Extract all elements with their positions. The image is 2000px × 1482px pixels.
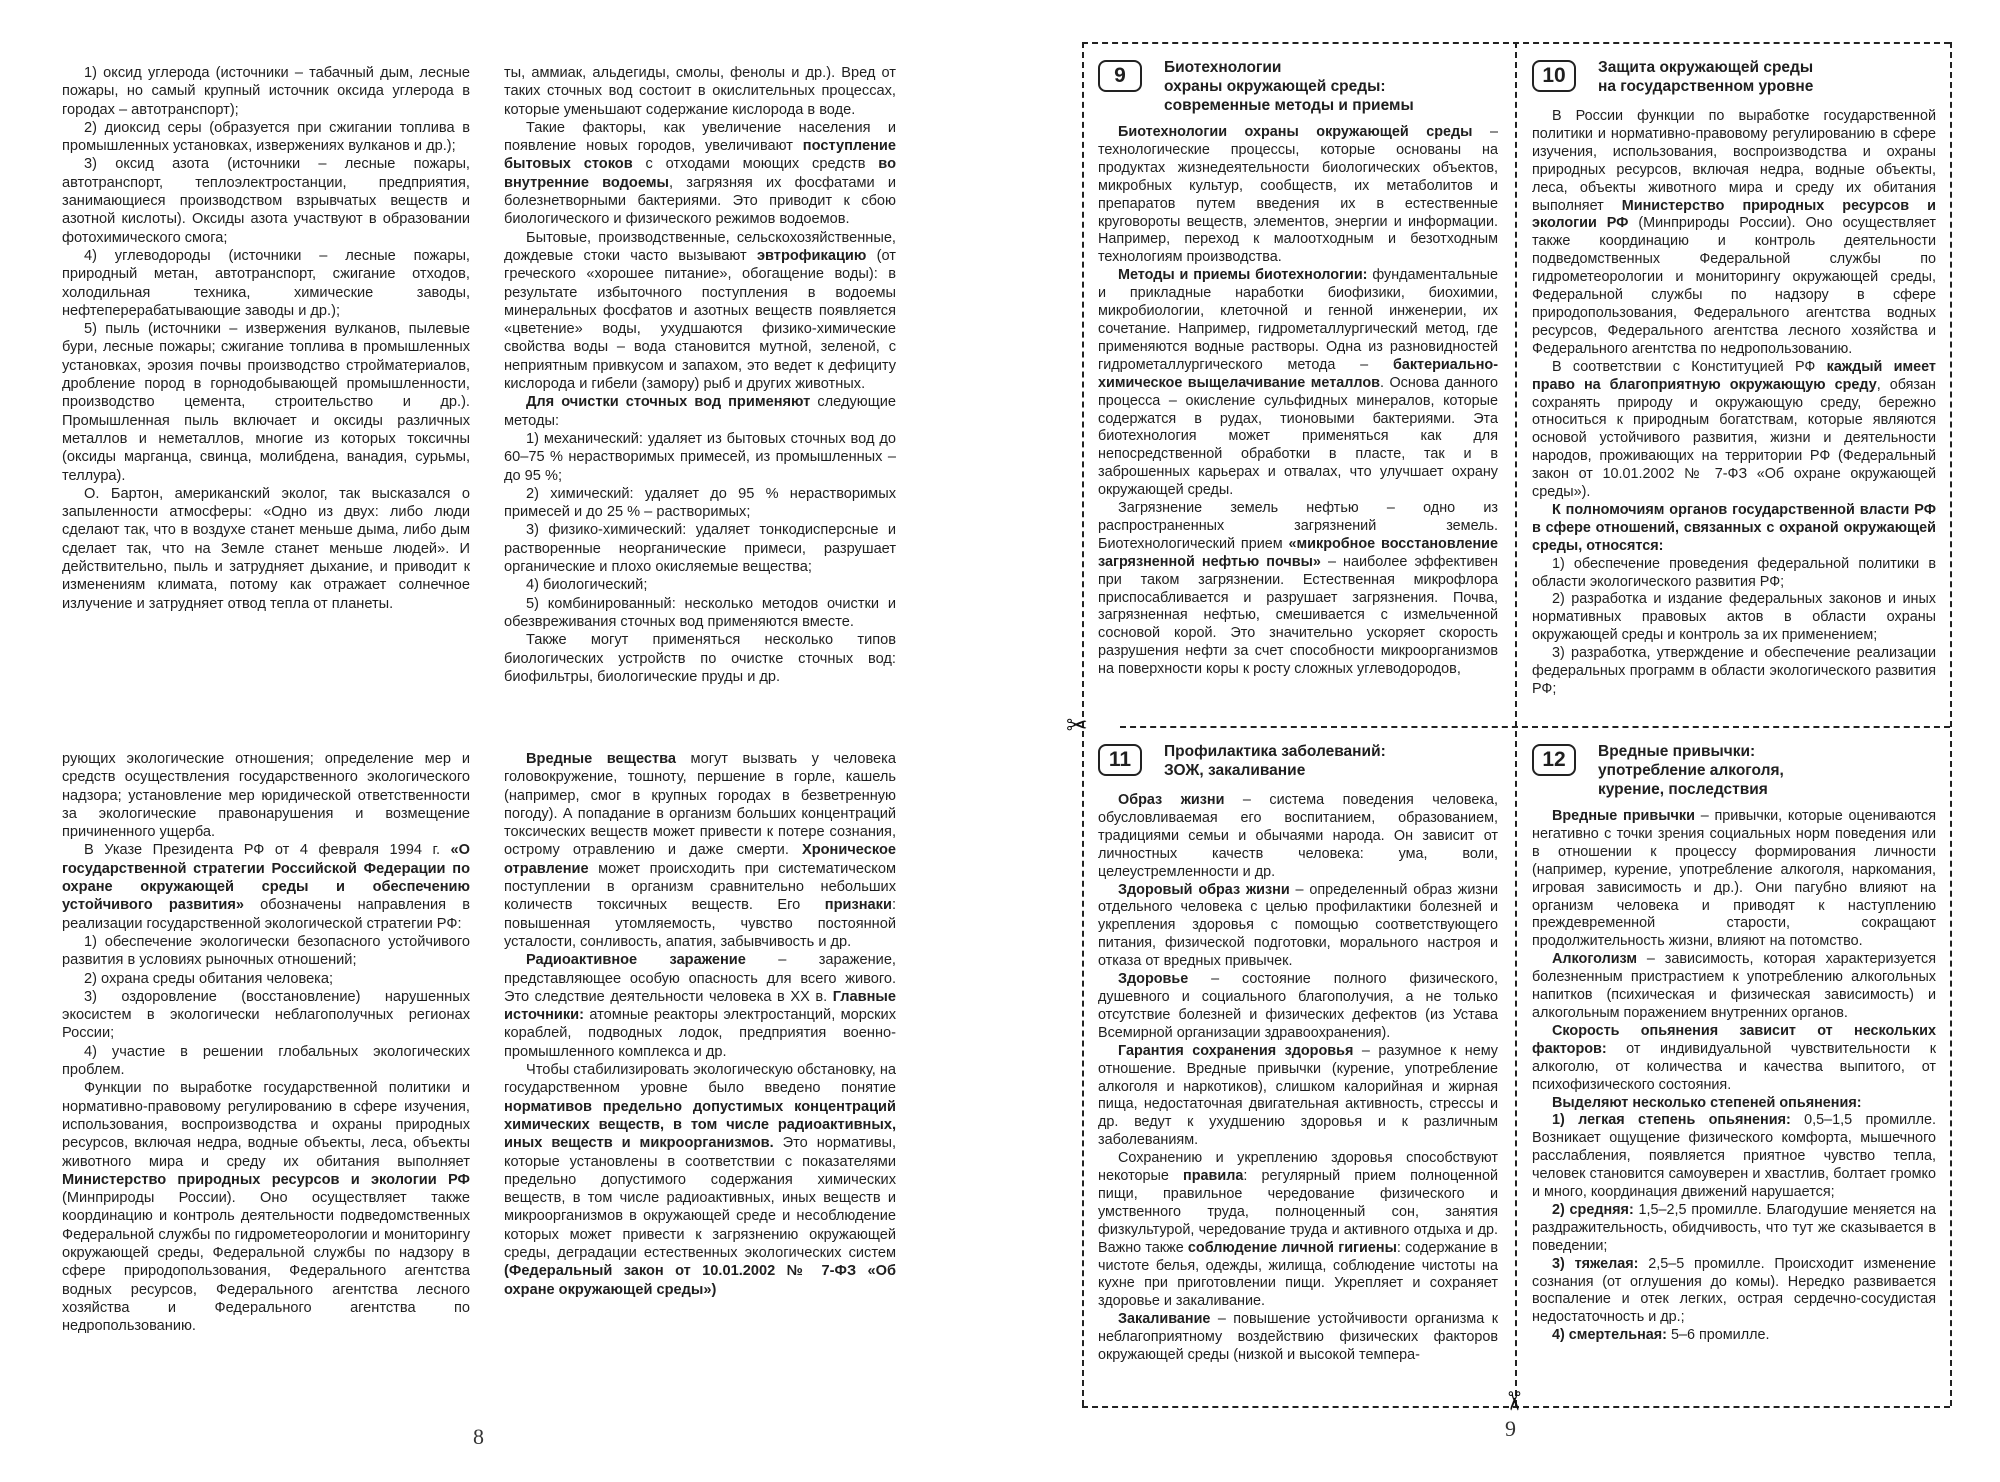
paragraph: В России функции по выработке государственной политики и нормативно-правовому регулированию в сфере изучения, использования, воспроизводства и охраны природных ресурсов, включая недра, водные объекты, леса, объекты животного мира и среду их обитания выполняет Министерство природных ресурсов и экологии РФ (Минприроды России). Оно осуществляет также координацию и контроль деятельности подведомственных Федеральной службы по гидрометеорологии и мониторингу окружающей среды, Федеральной службы по надзору в сфере природопользования, Федерального агентства водных ресурсов, Федерального агентства лесного хозяйства и Федерального агентства по недропользованию.: [1532, 108, 1936, 357]
card-title-line: Защита окружающей среды: [1598, 59, 1814, 76]
card-12: [1532, 742, 1936, 1392]
card-body: [1098, 792, 1498, 1365]
cut-line-right: [1950, 42, 1952, 1406]
paragraph: 1) механический: удаляет из бытовых сточных вод до 60–75 % нерастворимых примесей, из промышленных – до 95 %;: [504, 430, 896, 484]
scissors-icon: ✂: [1066, 710, 1088, 740]
paragraph: 4) участие в решении глобальных экологических проблем.: [62, 1043, 470, 1079]
paragraph: 4) углеводороды (источники – лесные пожары, природный метан, автотранспорт, сжигание отходов, холодильная техника, химические заводы, нефтеперерабатывающие заводы и др.);: [62, 247, 470, 319]
card-title-line: охраны окружающей среды:: [1164, 78, 1386, 95]
card-title-line: Профилактика заболеваний:: [1164, 743, 1386, 760]
paragraph: 2) средняя: 1,5–2,5 промилле. Благодушие меняется на раздражительность, обидчивость, что тут же сказывается в поведении;: [1532, 1201, 1936, 1254]
paragraph: Гарантия сохранения здоровья – разумное к нему отношение. Вредные привычки (курение, употребление алкоголя и наркотиков), слишком калорийная и жирная пища, недостаточная двигательная активность, стрессы и др. ведут к ухудшению здоровья и к различным заболеваниям.: [1098, 1042, 1498, 1149]
paragraph: О. Бартон, американский эколог, так высказался о запыленности атмосферы: «Одно из двух: либо люди сделают так, что в воздухе станет меньше дыма, либо дым сделает так, что на Земле станет меньше людей». И действительно, пыль и затрудняет дыхание, и приводит к изменениям климата, потому как отражает солнечное излучение и затрудняет отвод тепла от планеты.: [62, 485, 470, 612]
card-title-line: Биотехнологии: [1164, 59, 1282, 76]
paragraph: 3) оздоровление (восстановление) нарушенных экосистем в экологически неблагополучных регионах России;: [62, 988, 470, 1042]
card-title-line: на государственном уровне: [1598, 78, 1814, 95]
paragraph: Закаливание – повышение устойчивости организма к неблагоприятному воздействию физических факторов окружающей среды (низкой и высокой темпера-: [1098, 1311, 1498, 1364]
paragraph: Алкоголизм – зависимость, которая характеризуется болезненным пристрастием к употреблению алкогольных напитков (психическая и физическая зависимость) и алкогольным поражением внутренних органов.: [1532, 951, 1936, 1021]
cut-line-center: [1515, 42, 1517, 1406]
paragraph: Методы и приемы биотехнологии: фундаментальные и прикладные наработки биофизики, биохимии, микробиологии, клеточной и генной инженерии, их сочетание. Например, гидрометаллургический метод, где применяются водные растворы. Одна из разновидностей гидрометаллургического метода – бактериально-химическое выщелачивание металлов. Основа данного процесса – окисление сульфидных минералов, которые содержатся в рудах, тионовыми бактериями. Эта биотехнология может применяться как для непосредственной обработки в пласте, так и в заброшенных карьерах и отвалах, что улучшает охрану окружающей среды.: [1098, 267, 1498, 499]
paragraph: 2) диоксид серы (образуется при сжигании топлива в промышленных установках, извержениях вулканов и др.);: [62, 119, 470, 155]
paragraph: Здоровый образ жизни – определенный образ жизни отдельного человека с целью профилактики болезней и укрепления здоровья с помощью соответствующего питания, физической подготовки, морального настроя и отказа от вредных привычек.: [1098, 881, 1498, 970]
paragraph: Функции по выработке государственной политики и нормативно-правовому регулированию в сфере изучения, использования, воспроизводства и охраны природных ресурсов, включая недра, водные объекты, леса, объекты животного мира и среду их обитания выполняет Министерство природных ресурсов и экологии РФ (Минприроды России). Оно осуществляет также координацию и контроль деятельности подведомственных Федеральной службы по гидрометеорологии и мониторингу окружающей среды, Федеральной службы по надзору в сфере природопользования, Федерального агентства водных ресурсов, Федерального агентства лесного хозяйства и Федерального агентства по недропользованию.: [62, 1080, 470, 1335]
card-number-badge: 9: [1098, 60, 1142, 92]
text-column-3: [62, 750, 470, 1350]
paragraph: 3) физико-химический: удаляет тонкодисперсные и растворенные неорганические примеси, разрушает органические и плохо окисляемые вещества;: [504, 522, 896, 576]
text-column-2: [504, 64, 896, 704]
page-number-left: 8: [473, 1424, 484, 1449]
paragraph: Выделяют несколько степеней опьянения:: [1552, 1094, 1862, 1111]
paragraph: Для очистки сточных вод применяют следующие методы:: [504, 394, 896, 429]
card-title: [1598, 742, 1784, 799]
paragraph: 3) разработка, утверждение и обеспечение реализации федеральных программ в области экологического развития РФ;: [1532, 645, 1936, 697]
paragraph: 1) обеспечение экологически безопасного устойчивого развития в условиях рыночных отношений;: [62, 933, 470, 969]
text-column-1: [62, 64, 470, 664]
paragraph: Такие факторы, как увеличение населения и появление новых городов, увеличивают поступление бытовых стоков с отходами моющих средств во внутренние водоемы, загрязняя их фосфатами и болезнетворными бактериями. Это приводит к сбою биологического и физического режимов водоемов.: [504, 119, 896, 228]
card-title-line: употребление алкоголя,: [1598, 762, 1784, 779]
card-title: [1164, 742, 1386, 780]
card-body: [1098, 124, 1498, 679]
card-body: [1532, 808, 1936, 1345]
cut-line-middle: [1120, 726, 1950, 728]
paragraph: Скорость опьянения зависит от нескольких факторов: от индивидуальной чувствительности к алкоголю, от количества и качества выпитого, от психофизического состояния.: [1532, 1022, 1936, 1093]
card-title-line: ЗОЖ, закаливание: [1164, 762, 1306, 779]
right-page: [1000, 0, 2000, 1482]
paragraph: Чтобы стабилизировать экологическую обстановку, на государственном уровне было введено понятие нормативов предельно допустимых концентраций химических веществ, в том числе радиоактивных, иных веществ и микроорганизмов. Это нормативы, которые установлены в соответствии с показателями предельно допустимого содержания химических веществ, в том числе радиоактивных, иных веществ и микроорганизмов в окружающей среде и несоблюдение которых может привести к загрязнению окружающей среды, деградации естественных экологических систем (Федеральный закон от 10.01.2002 № 7-ФЗ «Об охране окружающей среды»): [504, 1062, 896, 1298]
paragraph: Здоровье – состояние полного физического, душевного и социального благополучия, а не только отсутствие болезней и физических дефектов (из Устава Всемирной организации здравоохранения).: [1098, 971, 1498, 1041]
paragraph: 5) комбинированный: несколько методов очистки и обезвреживания сточных вод применяются вместе.: [504, 595, 896, 630]
paragraph: 5) пыль (источники – извержения вулканов, пылевые бури, лесные пожары; сжигание топлива в промышленных установках, эрозия почвы производство стройматериалов, дробление пород в горнодобывающей промышленности, производство цемента, строительство и др.). Промышленная пыль включает и оксиды различных металлов и неметаллов, многие из которых токсичны (оксиды марганца, свинца, молибдена, ванадия, сурьмы, теллура).: [62, 321, 470, 484]
card-title: [1598, 58, 1813, 96]
card-9: [1098, 58, 1498, 708]
paragraph: Также могут применяться несколько типов биологических устройств по очистке сточных вод: биофильтры, биологические пруды и др.: [504, 632, 896, 685]
paragraph: Бытовые, производственные, сельскохозяйственные, дождевые стоки часто вызывают эвтрофикацию (от греческого «хорошее питание», обогащение воды): в результате избыточного поступления в водоемы минеральных фосфатов и азотных веществ появляется «цветение» воды, ухудшаются физико-химические свойства воды – вода становится мутной, зеленой, с неприятным привкусом и запахом, это ведет к дефициту кислорода и гибели (замору) рыб и других животных.: [504, 229, 896, 393]
paragraph: 3) тяжелая: 2,5–5 промилле. Происходит изменение сознания (от оглушения до комы). Нередко развивается воспаление и отек легких, острая сердечно-сосудистая недостаточность и др.;: [1532, 1255, 1936, 1326]
paragraph: 4) смертельная: 5–6 промилле.: [1552, 1327, 1770, 1344]
card-number-badge: 10: [1532, 60, 1576, 92]
paragraph: рующих экологические отношения; определение мер и средств осуществления государственного экологического надзора; установление мер юридической ответственности за экологические правонарушения и возмещение причиненного ущерба.: [62, 751, 470, 841]
paragraph: 1) оксид углерода (источники – табачный дым, лесные пожары, но самый крупный источник оксида углерода в городах – автотранспорт);: [62, 65, 470, 118]
paragraph: Сохранению и укреплению здоровья способствуют некоторые правила: регулярный прием полноценной пищи, правильное чередование физического и умственного труда, полноценный сон, занятия физкультурой, чередование труда и активного отдыха и др. Важно также соблюдение личной гигиены: содержание в чистоте белья, одежды, жилища, соблюдение чистоты на кухне при приготовлении пищи. Укрепляет и сохраняет здоровье и закаливание.: [1098, 1150, 1498, 1310]
paragraph: Биотехнологии охраны окружающей среды – технологические процессы, которые основаны на продуктах жизнедеятельности биологических объектов, микробных культур, сообществ, их метаболитов и препаратов путем введения их в естественные круговороты веществ, элементов, энергии и информации. Например, переход к малоотходным и безотходным технологиям производства.: [1098, 124, 1498, 266]
paragraph: 4) биологический;: [526, 577, 648, 594]
card-title-line: Вредные привычки:: [1598, 743, 1756, 760]
card-title-line: современные методы и приемы: [1164, 97, 1414, 114]
paragraph: 1) обеспечение проведения федеральной политики в области экологического развития РФ;: [1532, 555, 1936, 590]
paragraph: Вредные вещества могут вызвать у человека головокружение, тошноту, першение в горле, кашель (например, смог в крупных городах в безветренную погоду). А попадание в организм больших концентраций токсических веществ может привести к потере сознания, острому отравлению и даже смерти. Хроническое отравление может происходить при систематическом поступлении в организм сравнительно небольших количеств токсичных веществ. Его признаки: повышенная утомляемость, чувство постоянной усталости, сонливость, апатия, забывчивость и др.: [504, 751, 896, 950]
card-number-badge: 11: [1098, 744, 1142, 776]
card-11: [1098, 742, 1498, 1392]
card-body: [1532, 108, 1936, 699]
card-title: [1164, 58, 1414, 115]
paragraph: 1) легкая степень опьянения: 0,5–1,5 промилле. Возникает ощущение физического комфорта, мышечного расслабления, появляется приятное чувство тепла, человек становится самоуверен и хвастлив, болтает громко и много, координация движений нарушается;: [1532, 1112, 1936, 1201]
paragraph: Радиоактивное заражение – заражение, представляющее особую опасность для всего живого. Это следствие деятельности человека в XX в. Главные источники: атомные реакторы электростанций, морских кораблей, подводных лодок, предприятия военно-промышленного комплекса и др.: [504, 952, 896, 1060]
paragraph: Образ жизни – система поведения человека, обусловливаемая его воспитанием, образованием, традициями семьи и обычаями народа. Он зависит от личностных качеств человека: ума, воли, целеустремленности и др.: [1098, 792, 1498, 880]
paragraph: 2) разработка и издание федеральных законов и иных нормативных правовых актов в области охраны окружающей среды и контроль за их применением;: [1532, 591, 1936, 644]
card-10: [1532, 58, 1936, 708]
paragraph: 2) химический: удаляет до 95 % нерастворимых примесей и до 25 % – растворимых;: [504, 485, 896, 521]
card-title-line: курение, последствия: [1598, 781, 1768, 798]
text-column-4: [504, 750, 896, 1330]
paragraph: ты, аммиак, альдегиды, смолы, фенолы и др.). Вред от таких сточных вод состоит в окислительных процессах, которые уменьшают содержание кислорода в воде.: [504, 65, 896, 118]
paragraph: К полномочиям органов государственной власти РФ в сфере отношений, связанных с охраной окружающей среды, относятся:: [1532, 501, 1936, 554]
card-number-badge: 12: [1532, 744, 1576, 776]
paragraph: 3) оксид азота (источники – лесные пожары, автотранспорт, теплоэлектростанции, предприятия, занимающиеся производством взрывчатых веществ и азотной кислоты). Оксиды азота участвуют в образовании фотохимического смога;: [62, 156, 470, 246]
scissors-icon: ✂: [1498, 1390, 1529, 1412]
paragraph: В Указе Президента РФ от 4 февраля 1994 г. «О государственной стратегии Российской Федерации по охране окружающей среды и обеспечению устойчивого развития» обозначены направления в реализации государственной экологической стратегии РФ:: [62, 842, 470, 932]
page-number-right: 9: [1505, 1416, 1516, 1441]
paragraph: В соответствии с Конституцией РФ каждый имеет право на благоприятную окружающую среду, обязан сохранять природу и окружающую среду, бережно относиться к природным богатствам, которые являются основой устойчивого развития, жизни и деятельности народов, проживающих на территории РФ (Федеральный закон от 10.01.2002 № 7-ФЗ «Об охране окружающей среды»).: [1532, 358, 1936, 501]
paragraph: Загрязнение земель нефтью – одно из распространенных загрязнений земель. Биотехнологический прием «микробное восстановление загрязненной нефтью почвы» – наиболее эффективен при таком загрязнении. Естественная микрофлора приспосабливается и разрушает загрязнения. Почва, загрязненная нефтью, смешивается с измельченной сосновой корой. Это значительно ускоряет скорость разрушения нефти за счет способности микроорганизмов на поверхности коры к росту сложных углеводородов,: [1098, 500, 1498, 678]
paragraph: Вредные привычки – привычки, которые оцениваются негативно с точки зрения социальных норм поведения или в отношении к процессу формирования личности (например, курение, употребление алкоголя, наркомания, игровая зависимость и др.). Они пагубно влияют на организм человека и приводят к наступлению преждевременной старости, сокращают продолжительность жизни, влияют на потомство.: [1532, 808, 1936, 950]
paragraph: 2) охрана среды обитания человека;: [84, 970, 334, 987]
